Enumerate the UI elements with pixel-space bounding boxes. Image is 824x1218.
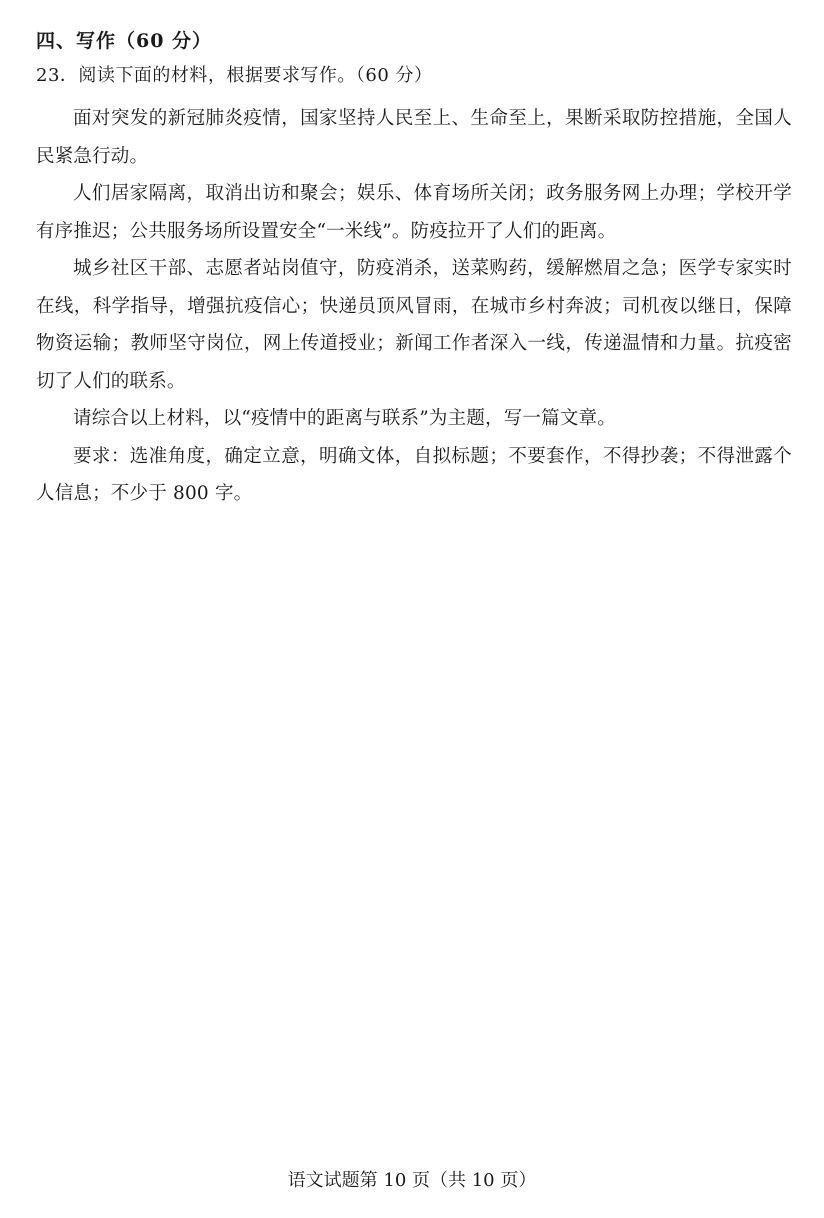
page-footer: 语文试题第 10 页（共 10 页）	[287, 1170, 537, 1191]
paragraph-intro: 面对突发的新冠肺炎疫情，国家坚持人民至上、生命至上，果断采取防控措施，全国人民紧急行动。	[36, 108, 792, 167]
material-text	[36, 100, 792, 513]
paragraph-distance: 人们居家隔离，取消出访和聚会；娱乐、体育场所关闭；政务服务网上办理；学校开学有序推迟；公共服务场所设置安全“一米线”。防疫拉开了人们的距离。	[36, 183, 792, 242]
paragraph-requirements: 要求：选准角度，确定立意，明确文体，自拟标题；不要套作，不得抄袭；不得泄露个人信息；不少于 800 字。	[36, 445, 792, 504]
question-stem: 23．阅读下面的材料，根据要求写作。（60 分）	[36, 65, 433, 86]
paragraph-connection: 城乡社区干部、志愿者站岗值守，防疫消杀，送菜购药，缓解燃眉之急；医学专家实时在线，科学指导，增强抗疫信心；快递员顶风冒雨，在城市乡村奔波；司机夜以继日，保障物资运输；教师坚守岗位，网上传道授业；新闻工作者深入一线，传递温情和力量。抗疫密切了人们的联系。	[36, 258, 792, 392]
paragraph-task: 请综合以上材料，以“疫情中的距离与联系”为主题，写一篇文章。	[73, 408, 616, 429]
section-heading: 四、写作（60 分）	[36, 30, 213, 52]
